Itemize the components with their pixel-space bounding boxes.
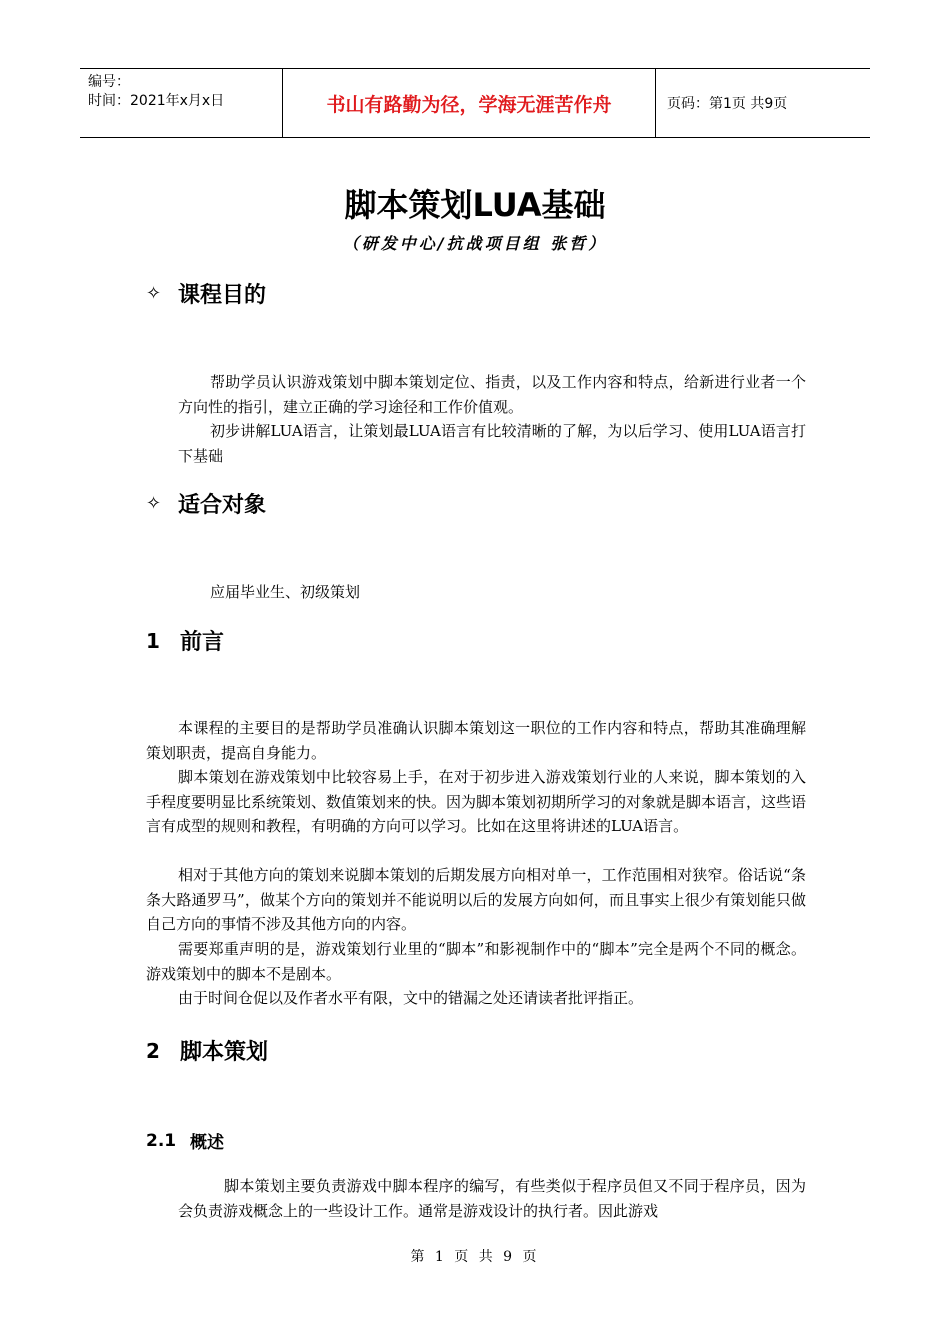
heading-preface [146, 625, 224, 656]
paragraph: 由于时间仓促以及作者水平有限，文中的错漏之处还请读者批评指正。 [178, 989, 644, 1007]
heading-number: 2 [146, 1038, 160, 1063]
date-label: 时间：2021年x月x日 [88, 93, 225, 109]
heading-overview [146, 1128, 224, 1153]
paragraph: 本课程的主要目的是帮助学员准确认识脚本策划这一职位的工作内容和特点，帮助其准确理解策划职责，提高自身能力。 [146, 719, 806, 762]
paragraph: 应届毕业生、初级策划 [210, 583, 361, 601]
document-header [80, 68, 870, 138]
heading-number: 1 [146, 628, 160, 653]
paragraph: 脚本策划在游戏策划中比较容易上手，在对于初步进入游戏策划行业的人来说，脚本策划的入手程度要明显比系统策划、数值策划来的快。因为脚本策划初期所学习的对象就是脚本语言，这些语言有成型的规则和教程，有明确的方向可以学习。比如在这里将讲述的LUA语言。 [146, 768, 807, 835]
number-label: 编号： [88, 74, 130, 90]
header-meta-cell [80, 69, 282, 137]
header-motto-cell [282, 69, 656, 137]
paragraph: 需要郑重声明的是，游戏策划行业里的“脚本”和影视制作中的“脚本”完全是两个不同的概念。游戏策划中的脚本不是剧本。 [146, 940, 806, 983]
heading-text: 概述 [190, 1133, 224, 1153]
heading-audience [146, 488, 266, 519]
heading-number: 2.1 [146, 1130, 177, 1151]
header-page-cell [656, 69, 870, 137]
paragraph: 初步讲解LUA语言，让策划最LUA语言有比较清晰的了解，为以后学习、使用LUA语言打下基础 [178, 422, 806, 465]
diamond-star-icon: ✧ [146, 493, 162, 514]
motto: 书山有路勤为径，学海无涯苦作舟 [326, 93, 612, 116]
heading-script-planning [146, 1035, 268, 1066]
heading-text: 前言 [180, 630, 225, 655]
paragraph: 帮助学员认识游戏策划中脚本策划定位、指责，以及工作内容和特点，给新进行业者一个方向性的指引，建立正确的学习途径和工作价值观。 [178, 373, 806, 416]
page-footer: 第 1 页 共 9 页 [410, 1249, 540, 1265]
diamond-star-icon: ✧ [146, 283, 162, 304]
page-info: 页码：第1页 共9页 [667, 96, 788, 112]
paragraph: 脚本策划主要负责游戏中脚本程序的编写，有些类似于程序员但又不同于程序员，因为会负责游戏概念上的一些设计工作。通常是游戏设计的执行者。因此游戏 [178, 1177, 806, 1220]
heading-text: 脚本策划 [180, 1040, 269, 1065]
document-subtitle: （研发中心/抗战项目组 张哲） [342, 234, 608, 253]
heading-text: 课程目的 [178, 283, 267, 308]
paragraph: 相对于其他方向的策划来说脚本策划的后期发展方向相对单一，工作范围相对狭窄。俗话说“条条大路通罗马”，做某个方向的策划并不能说明以后的发展方向如何，而且事实上很少有策划能只做自己方向的事情不涉及其他方向的内容。 [146, 866, 806, 933]
heading-course-purpose [146, 278, 266, 309]
heading-text: 适合对象 [178, 493, 267, 518]
document-title: 脚本策划LUA基础 [344, 186, 606, 224]
